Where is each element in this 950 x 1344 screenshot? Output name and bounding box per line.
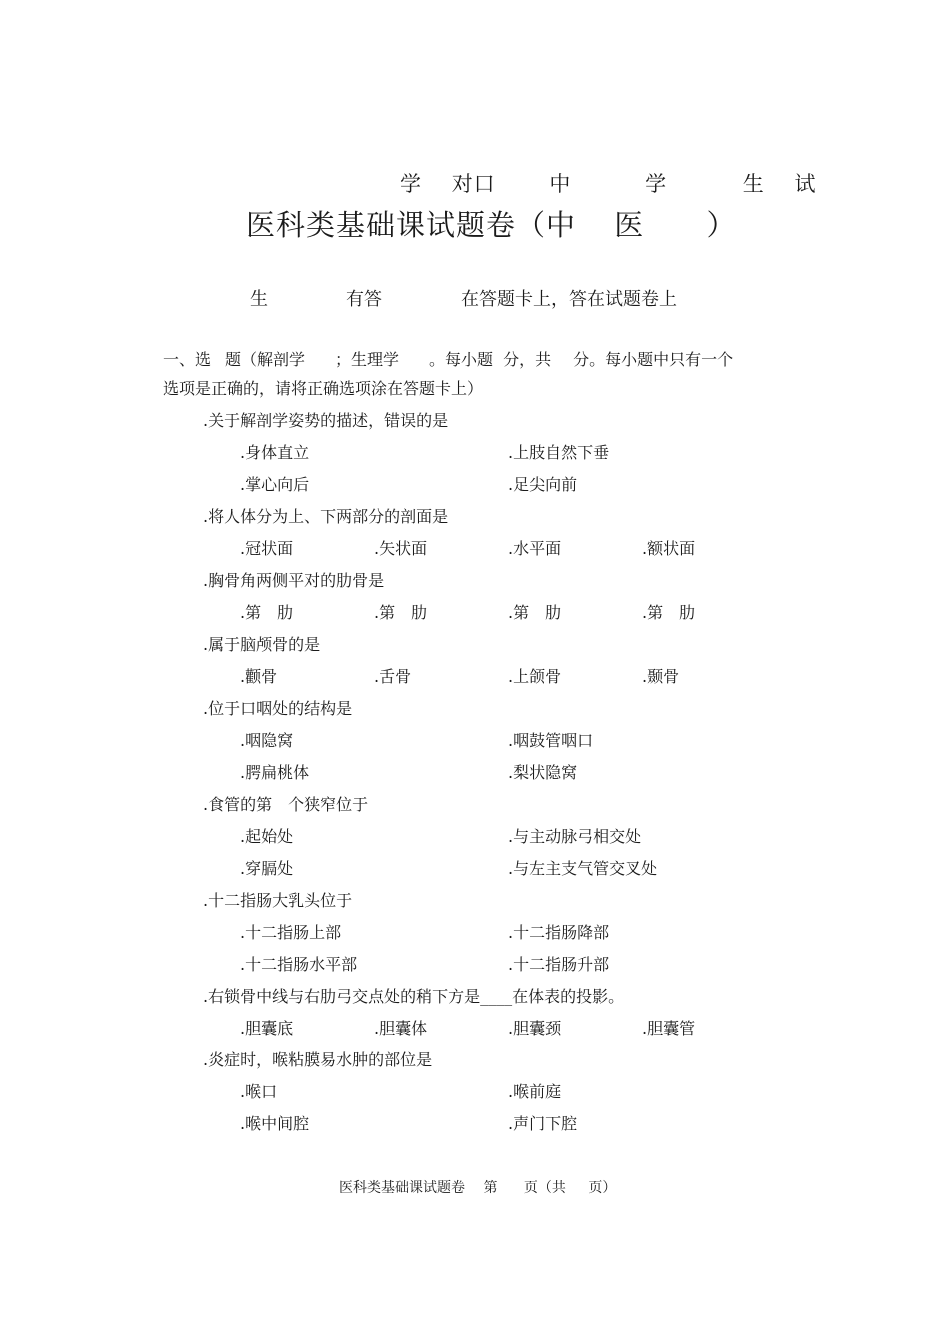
question-stem: .炎症时，喉粘膜易水肿的部位是 [203, 1050, 433, 1069]
option-a: .十二指肠上部 [240, 923, 342, 942]
option-c: .第 肋 [508, 603, 562, 622]
question-stem: .食管的第 个狭窄位于 [203, 795, 369, 814]
option-c: .掌心向后 [240, 475, 310, 494]
exam-header-line [400, 168, 816, 198]
option-a: .咽隐窝 [240, 731, 294, 750]
option-b: .舌骨 [374, 667, 412, 686]
option-d: .与左主支气管交叉处 [508, 859, 658, 878]
option-a: .第 肋 [240, 603, 294, 622]
option-b: .第 肋 [374, 603, 428, 622]
footer-text: 医科类基础课试题卷 [339, 1180, 465, 1196]
option-b: .胆囊体 [374, 1019, 428, 1038]
section-text: 分。每小题中只有一个 [573, 350, 734, 369]
header-word: 对口 [451, 172, 496, 196]
section-text: 分，共 [503, 350, 552, 369]
option-d: .足尖向前 [508, 475, 578, 494]
notice-word: 在答题卡上，答在试题卷上 [461, 289, 677, 310]
section-text: 一、选 [163, 350, 212, 369]
question-stem: .十二指肠大乳头位于 [203, 891, 353, 910]
section-heading [163, 347, 733, 370]
option-a: .冠状面 [240, 539, 294, 558]
footer-text: 页） [588, 1180, 617, 1196]
option-d: .声门下腔 [508, 1114, 578, 1133]
section-text: ；生理学 [335, 350, 400, 369]
section-text: 选项是正确的，请将正确选项涂在答题卡上） [163, 379, 484, 398]
option-a: .喉口 [240, 1082, 278, 1101]
section-text: 题（解剖学 [225, 350, 306, 369]
header-word: 中 [549, 172, 572, 196]
option-d: .梨状隐窝 [508, 763, 578, 782]
option-d: .额状面 [642, 539, 696, 558]
option-b: .矢状面 [374, 539, 428, 558]
header-word: 学 [645, 172, 668, 196]
option-b: .喉前庭 [508, 1082, 562, 1101]
option-c: .十二指肠水平部 [240, 955, 358, 974]
header-word: 生 [742, 172, 765, 196]
title-part: ） [706, 208, 737, 242]
option-a: .起始处 [240, 827, 294, 846]
section-text: 。每小题 [429, 350, 494, 369]
question-stem: .胸骨角两侧平对的肋骨是 [203, 571, 385, 590]
page-footer [339, 1177, 616, 1197]
title-part: 医科类基础课试题卷（中 [246, 208, 577, 242]
option-c: .水平面 [508, 539, 562, 558]
question-stem: .关于解剖学姿势的描述，错误的是 [203, 411, 449, 430]
option-b: .与主动脉弓相交处 [508, 827, 642, 846]
option-b: .十二指肠降部 [508, 923, 610, 942]
option-d: .第 肋 [642, 603, 696, 622]
exam-title [246, 203, 736, 244]
header-word: 试 [794, 172, 817, 196]
notice-word: 生 [250, 289, 268, 310]
option-d: .十二指肠升部 [508, 955, 610, 974]
option-c: .喉中间腔 [240, 1114, 310, 1133]
notice-word: 有答 [346, 289, 382, 310]
option-d: .胆囊管 [642, 1019, 696, 1038]
question-stem: .右锁骨中线与右肋弓交点处的稍下方是____在体表的投影。 [203, 987, 625, 1006]
option-a: .身体直立 [240, 443, 310, 462]
header-word: 学 [400, 172, 422, 196]
option-c: .胆囊颈 [508, 1019, 562, 1038]
question-stem: .将人体分为上、下两部分的剖面是 [203, 507, 449, 526]
title-part: 医 [614, 208, 645, 242]
footer-text: 第 [483, 1180, 498, 1196]
option-b: .上肢自然下垂 [508, 443, 610, 462]
option-c: .穿膈处 [240, 859, 294, 878]
option-c: .上颌骨 [508, 667, 562, 686]
option-a: .胆囊底 [240, 1019, 294, 1038]
question-stem: .属于脑颅骨的是 [203, 635, 321, 654]
option-a: .颧骨 [240, 667, 278, 686]
question-stem: .位于口咽处的结构是 [203, 699, 353, 718]
option-d: .颞骨 [642, 667, 680, 686]
option-b: .咽鼓管咽口 [508, 731, 594, 750]
option-c: .腭扁桃体 [240, 763, 310, 782]
footer-text: 页（共 [523, 1180, 566, 1196]
